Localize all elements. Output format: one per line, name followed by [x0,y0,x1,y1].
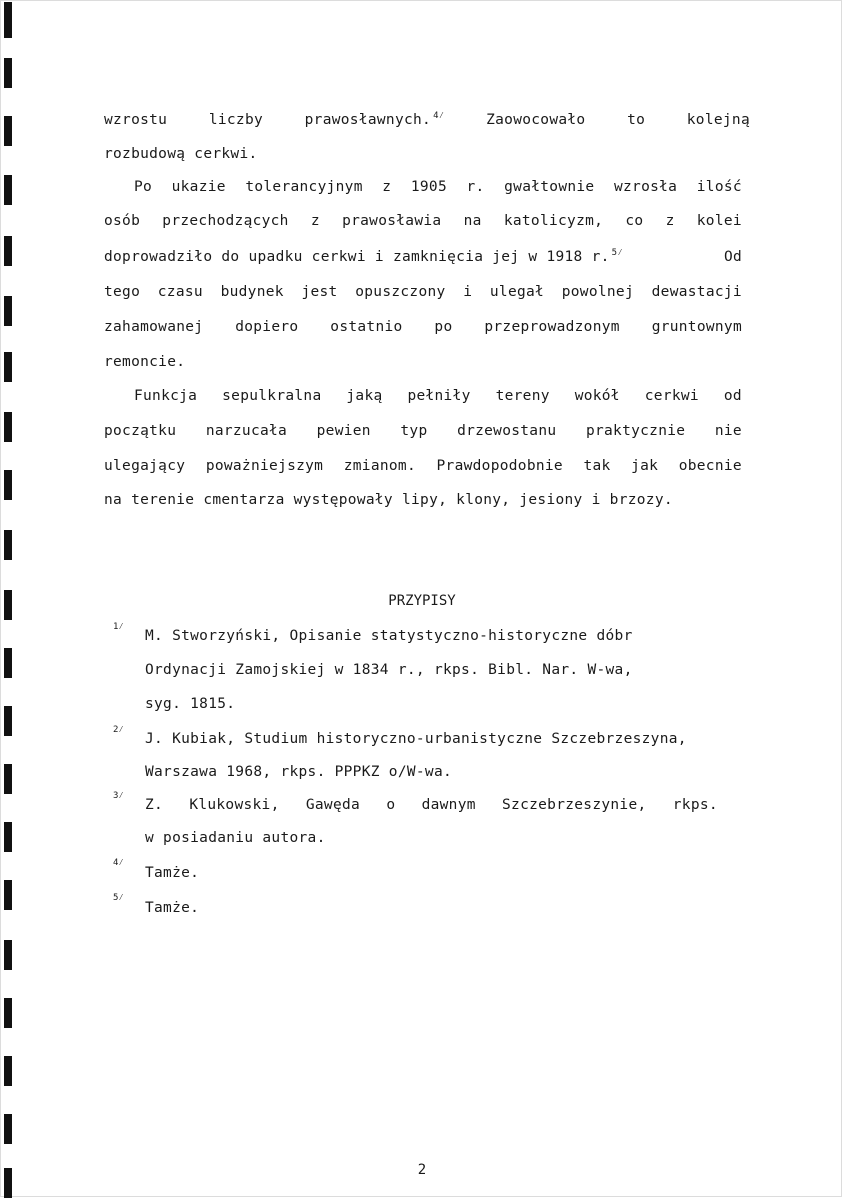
p3-line1 [134,387,742,405]
word: Od [723,249,742,265]
word: Gawęda [305,797,361,813]
word: tolerancyjnym [245,179,363,195]
binding-hole [4,880,12,910]
p2-line1 [134,178,742,196]
word: narzucała [205,423,288,439]
word: czasu [157,284,203,300]
p3-line2 [104,422,742,440]
word: zahamowanej [104,319,204,335]
word: przeprowadzonym [484,319,620,335]
p2-line5 [104,318,742,336]
binding-hole [4,116,12,146]
word: pewien [316,423,371,439]
word: wokół [574,388,620,404]
word: na [463,213,482,229]
word: zmianom. [343,458,416,474]
p3-line3 [104,457,742,475]
footnote-number: 2⁄ [113,725,124,735]
word: liczby [208,112,264,128]
footnote-number: 4⁄ [113,858,124,868]
footnote-1-line3: syg. 1815. [145,696,236,712]
word: Z. [145,797,164,813]
word: jest [301,284,338,300]
word: o [386,797,396,813]
word: wzrosła [614,179,678,195]
word: prawosławia [342,213,442,229]
p1-line2: rozbudową cerkwi. [104,146,258,162]
p2-line4 [104,283,742,301]
p1-line1 [104,111,750,131]
footnote-3-line2: w posiadaniu autora. [145,830,326,846]
word: 1905 [410,179,447,195]
binding-hole [4,352,12,382]
word: r. [466,179,485,195]
word: kolejną [686,112,750,128]
word: ostatnio [330,319,403,335]
word: tereny [495,388,550,404]
word: to [627,112,646,128]
word-with-ref: prawosławnych. $^{4⁄}$ [304,111,445,128]
footnotes-heading: PRZYPISY [388,593,456,609]
word: z [665,213,675,229]
word: dewastacji [651,284,742,300]
word: Zaowocowało [486,112,586,128]
p2-line6: remoncie. [104,354,186,370]
word: co [625,213,644,229]
p3-line4: na terenie cmentarza występowały lipy, klony, jesiony i brzozy. [104,492,673,508]
word: ukazie [171,179,226,195]
word: ulegał [489,284,545,300]
word: dawnym [421,797,476,813]
p2-line3 [104,248,742,268]
word: tego [104,284,141,300]
word: dopiero [235,319,299,335]
word: jak [631,458,659,474]
binding-hole [4,470,12,500]
word: kolei [696,213,742,229]
word: powolnej [561,284,634,300]
footnote-5-line1: Tamże. [145,900,200,916]
footnote-number: 3⁄ [113,791,124,801]
binding-hole [4,58,12,88]
word: tak [583,458,611,474]
footnote-1-line2: Ordynacji Zamojskiej w 1834 r., rkps. Bibl. Nar. W-wa, [145,662,633,678]
word: ilość [696,179,742,195]
word: i [463,284,473,300]
binding-hole [4,175,12,205]
binding-hole [4,998,12,1028]
word: nie [714,423,742,439]
word: po [434,319,453,335]
binding-hole [4,296,12,326]
word: drzewostanu [457,423,557,439]
binding-hole [4,412,12,442]
word: początku [104,423,177,439]
binding-hole [4,1114,12,1144]
footnote-ref: 5⁄ [611,248,624,258]
binding-hole [4,530,12,560]
binding-hole [4,764,12,794]
footnote-number: 5⁄ [113,893,124,903]
word: z [382,179,392,195]
binding-hole [4,1056,12,1086]
word: sepulkralna [222,388,322,404]
word: osób [104,213,141,229]
p2-line2 [104,212,742,230]
footnote-4-line1: Tamże. [145,865,200,881]
binding-hole [4,2,12,38]
text-with-ref: doprowadziło do upadku cerkwi i zamknięcia jej w 1918 r. $^{5⁄}$ [104,248,624,265]
word: cerkwi [644,388,699,404]
word: Szczebrzeszynie, [502,797,647,813]
page-number: 2 [417,1162,427,1178]
footnote-ref: 4⁄ [433,111,445,121]
word: przechodzących [162,213,289,229]
word: od [723,388,742,404]
word: wzrostu [104,112,168,128]
footnote-2-line1: J. Kubiak, Studium historyczno-urbanistyczne Szczebrzeszyna, [145,731,687,747]
word: Prawdopodobnie [436,458,563,474]
word: ulegający [104,458,186,474]
word: opuszczony [355,284,446,300]
word: Po [134,179,153,195]
word: typ [400,423,428,439]
word: pełniły [407,388,471,404]
word: budynek [220,284,284,300]
binding-hole [4,940,12,970]
binding-hole [4,706,12,736]
footnote-2-line2: Warszawa 1968, rkps. PPPKZ o/W-wa. [145,764,453,780]
word: Klukowski, [189,797,280,813]
word: katolicyzm, [503,213,604,229]
word: z [310,213,320,229]
word: praktycznie [585,423,686,439]
footnote-1-line1: M. Stworzyński, Opisanie statystyczno-historyczne dóbr [145,628,633,644]
footnote-3-line1 [145,796,718,814]
binding-hole [4,236,12,266]
word: poważniejszym [205,458,324,474]
binding-hole [4,648,12,678]
word: gwałtownie [504,179,595,195]
word: rkps. [672,797,718,813]
word: Funkcja [134,388,198,404]
binding-hole [4,822,12,852]
word: gruntownym [651,319,742,335]
word: jaką [346,388,383,404]
word: obecnie [678,458,742,474]
footnote-number: 1⁄ [113,622,124,632]
